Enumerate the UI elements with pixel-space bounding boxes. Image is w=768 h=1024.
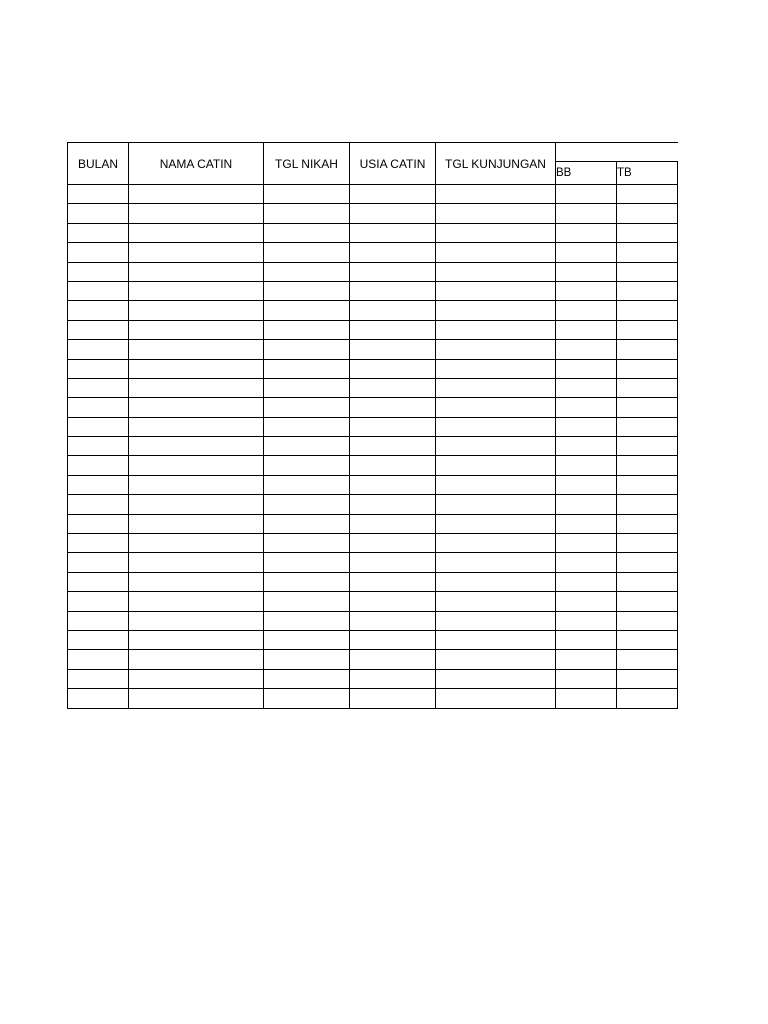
cell-tgl-kunjungan[interactable] (436, 301, 556, 320)
cell-nama-catin[interactable] (129, 340, 264, 359)
cell-bulan[interactable] (68, 281, 129, 300)
cell-bb[interactable] (556, 689, 617, 708)
cell-tgl-nikah[interactable] (264, 456, 350, 475)
cell-usia-catin[interactable] (350, 650, 436, 669)
cell-usia-catin[interactable] (350, 378, 436, 397)
cell-tb[interactable] (617, 417, 678, 436)
cell-bb[interactable] (556, 281, 617, 300)
cell-tb[interactable] (617, 456, 678, 475)
cell-usia-catin[interactable] (350, 669, 436, 688)
cell-usia-catin[interactable] (350, 495, 436, 514)
cell-usia-catin[interactable] (350, 262, 436, 281)
table-body (68, 185, 678, 709)
cell-tb[interactable] (617, 572, 678, 591)
cell-tgl-nikah[interactable] (264, 223, 350, 242)
cell-nama-catin[interactable] (129, 223, 264, 242)
cell-bb[interactable] (556, 592, 617, 611)
cell-bb[interactable] (556, 417, 617, 436)
cell-tb[interactable] (617, 495, 678, 514)
cell-tgl-nikah[interactable] (264, 398, 350, 417)
cell-tgl-nikah[interactable] (264, 534, 350, 553)
cell-tb[interactable] (617, 340, 678, 359)
cell-tgl-kunjungan[interactable] (436, 359, 556, 378)
cell-bulan[interactable] (68, 359, 129, 378)
cell-tb[interactable] (617, 262, 678, 281)
header-bulan: BULAN (68, 143, 129, 185)
cell-tgl-nikah[interactable] (264, 185, 350, 204)
table-row (68, 495, 678, 514)
header-tb: TB (617, 162, 678, 185)
cell-tb[interactable] (617, 669, 678, 688)
cell-nama-catin[interactable] (129, 437, 264, 456)
cell-nama-catin[interactable] (129, 378, 264, 397)
cell-tgl-kunjungan[interactable] (436, 475, 556, 494)
cell-tgl-nikah[interactable] (264, 553, 350, 572)
table-row (68, 650, 678, 669)
cell-tgl-nikah[interactable] (264, 572, 350, 591)
header-tgl-kunjungan: TGL KUNJUNGAN (436, 143, 556, 185)
cell-bulan[interactable] (68, 185, 129, 204)
cell-bb[interactable] (556, 320, 617, 339)
cell-tb[interactable] (617, 475, 678, 494)
cell-tgl-kunjungan[interactable] (436, 398, 556, 417)
cell-tgl-kunjungan[interactable] (436, 204, 556, 223)
cell-tb[interactable] (617, 301, 678, 320)
cell-tgl-nikah[interactable] (264, 340, 350, 359)
cell-bulan[interactable] (68, 669, 129, 688)
header-bb: BB (556, 162, 617, 185)
cell-nama-catin[interactable] (129, 204, 264, 223)
cell-tgl-nikah[interactable] (264, 689, 350, 708)
cell-tgl-kunjungan[interactable] (436, 417, 556, 436)
cell-nama-catin[interactable] (129, 630, 264, 649)
cell-nama-catin[interactable] (129, 611, 264, 630)
cell-bb[interactable] (556, 534, 617, 553)
cell-nama-catin[interactable] (129, 572, 264, 591)
cell-tgl-nikah[interactable] (264, 514, 350, 533)
cell-tb[interactable] (617, 223, 678, 242)
cell-tb[interactable] (617, 630, 678, 649)
cell-tgl-kunjungan[interactable] (436, 320, 556, 339)
cell-tgl-kunjungan[interactable] (436, 572, 556, 591)
table-row (68, 262, 678, 281)
cell-bb[interactable] (556, 572, 617, 591)
catin-table (67, 142, 678, 709)
cell-tgl-kunjungan[interactable] (436, 262, 556, 281)
table-row (68, 456, 678, 475)
cell-bb[interactable] (556, 301, 617, 320)
cell-usia-catin[interactable] (350, 534, 436, 553)
header-tgl-nikah: TGL NIKAH (264, 143, 350, 185)
cell-tgl-kunjungan[interactable] (436, 592, 556, 611)
cell-bulan[interactable] (68, 398, 129, 417)
cell-tb[interactable] (617, 611, 678, 630)
cell-tb[interactable] (617, 320, 678, 339)
cell-tb[interactable] (617, 398, 678, 417)
table-row (68, 611, 678, 630)
cell-nama-catin[interactable] (129, 262, 264, 281)
cell-usia-catin[interactable] (350, 243, 436, 262)
cell-tb[interactable] (617, 689, 678, 708)
cell-nama-catin[interactable] (129, 495, 264, 514)
cell-nama-catin[interactable] (129, 185, 264, 204)
cell-usia-catin[interactable] (350, 689, 436, 708)
table-row (68, 572, 678, 591)
cell-usia-catin[interactable] (350, 514, 436, 533)
cell-tgl-nikah[interactable] (264, 437, 350, 456)
cell-tb[interactable] (617, 378, 678, 397)
cell-tgl-nikah[interactable] (264, 417, 350, 436)
cell-nama-catin[interactable] (129, 534, 264, 553)
table-row (68, 592, 678, 611)
cell-tgl-nikah[interactable] (264, 281, 350, 300)
cell-bulan[interactable] (68, 456, 129, 475)
cell-nama-catin[interactable] (129, 553, 264, 572)
cell-tgl-nikah[interactable] (264, 592, 350, 611)
cell-tb[interactable] (617, 281, 678, 300)
table-header (68, 143, 678, 185)
table-row (68, 630, 678, 649)
cell-usia-catin[interactable] (350, 185, 436, 204)
cell-tgl-kunjungan[interactable] (436, 223, 556, 242)
cell-tgl-kunjungan[interactable] (436, 378, 556, 397)
cell-usia-catin[interactable] (350, 301, 436, 320)
table-row (68, 534, 678, 553)
cell-usia-catin[interactable] (350, 630, 436, 649)
cell-nama-catin[interactable] (129, 456, 264, 475)
cell-nama-catin[interactable] (129, 398, 264, 417)
cell-bulan[interactable] (68, 437, 129, 456)
cell-nama-catin[interactable] (129, 243, 264, 262)
table-row (68, 185, 678, 204)
cell-tgl-nikah[interactable] (264, 243, 350, 262)
cell-tgl-nikah[interactable] (264, 495, 350, 514)
cell-usia-catin[interactable] (350, 611, 436, 630)
cell-bulan[interactable] (68, 495, 129, 514)
cell-bulan[interactable] (68, 301, 129, 320)
cell-tgl-kunjungan[interactable] (436, 281, 556, 300)
cell-bulan[interactable] (68, 553, 129, 572)
cell-usia-catin[interactable] (350, 359, 436, 378)
cell-bb[interactable] (556, 223, 617, 242)
cell-bb[interactable] (556, 611, 617, 630)
cell-tb[interactable] (617, 514, 678, 533)
cell-usia-catin[interactable] (350, 320, 436, 339)
cell-tb[interactable] (617, 650, 678, 669)
table-row (68, 359, 678, 378)
cell-bulan[interactable] (68, 262, 129, 281)
cell-tgl-nikah[interactable] (264, 320, 350, 339)
cell-bulan[interactable] (68, 417, 129, 436)
cell-tgl-nikah[interactable] (264, 669, 350, 688)
cell-tgl-nikah[interactable] (264, 475, 350, 494)
cell-bb[interactable] (556, 650, 617, 669)
cell-tgl-nikah[interactable] (264, 301, 350, 320)
cell-bb[interactable] (556, 630, 617, 649)
cell-usia-catin[interactable] (350, 417, 436, 436)
cell-tgl-kunjungan[interactable] (436, 437, 556, 456)
cell-usia-catin[interactable] (350, 592, 436, 611)
table-row (68, 514, 678, 533)
cell-tgl-kunjungan[interactable] (436, 650, 556, 669)
cell-tb[interactable] (617, 553, 678, 572)
cell-tb[interactable] (617, 204, 678, 223)
table-row (68, 301, 678, 320)
cell-bulan[interactable] (68, 572, 129, 591)
cell-bulan[interactable] (68, 689, 129, 708)
cell-tgl-nikah[interactable] (264, 611, 350, 630)
cell-tgl-kunjungan[interactable] (436, 243, 556, 262)
cell-tb[interactable] (617, 592, 678, 611)
cell-tgl-kunjungan[interactable] (436, 185, 556, 204)
cell-bb[interactable] (556, 359, 617, 378)
cell-tgl-nikah[interactable] (264, 650, 350, 669)
cell-bulan[interactable] (68, 630, 129, 649)
table-row (68, 223, 678, 242)
cell-bb[interactable] (556, 553, 617, 572)
cell-bb[interactable] (556, 262, 617, 281)
cell-tgl-nikah[interactable] (264, 204, 350, 223)
cell-bb[interactable] (556, 204, 617, 223)
cell-tgl-kunjungan[interactable] (436, 534, 556, 553)
cell-bb[interactable] (556, 185, 617, 204)
cell-bulan[interactable] (68, 378, 129, 397)
cell-tgl-kunjungan[interactable] (436, 630, 556, 649)
header-usia-catin: USIA CATIN (350, 143, 436, 185)
cell-usia-catin[interactable] (350, 281, 436, 300)
cell-tgl-kunjungan[interactable] (436, 514, 556, 533)
cell-nama-catin[interactable] (129, 320, 264, 339)
cell-bb[interactable] (556, 437, 617, 456)
table-row (68, 669, 678, 688)
cell-usia-catin[interactable] (350, 456, 436, 475)
cell-nama-catin[interactable] (129, 669, 264, 688)
cell-tgl-kunjungan[interactable] (436, 553, 556, 572)
cell-tgl-kunjungan[interactable] (436, 669, 556, 688)
cell-tgl-kunjungan[interactable] (436, 456, 556, 475)
cell-nama-catin[interactable] (129, 475, 264, 494)
cell-nama-catin[interactable] (129, 650, 264, 669)
table-row (68, 475, 678, 494)
cell-bulan[interactable] (68, 204, 129, 223)
cell-bb[interactable] (556, 243, 617, 262)
header-nama-catin: NAMA CATIN (129, 143, 264, 185)
cell-bb[interactable] (556, 456, 617, 475)
table-row (68, 398, 678, 417)
table-row (68, 378, 678, 397)
cell-bulan[interactable] (68, 243, 129, 262)
cell-tgl-kunjungan[interactable] (436, 340, 556, 359)
table-row (68, 340, 678, 359)
cell-bulan[interactable] (68, 320, 129, 339)
cell-tgl-nikah[interactable] (264, 262, 350, 281)
cell-bb[interactable] (556, 495, 617, 514)
cell-tgl-nikah[interactable] (264, 359, 350, 378)
table-row (68, 553, 678, 572)
cell-tb[interactable] (617, 437, 678, 456)
cell-tgl-kunjungan[interactable] (436, 689, 556, 708)
table-row (68, 320, 678, 339)
cell-usia-catin[interactable] (350, 437, 436, 456)
cell-bulan[interactable] (68, 475, 129, 494)
cell-tb[interactable] (617, 185, 678, 204)
table-row (68, 437, 678, 456)
cell-nama-catin[interactable] (129, 281, 264, 300)
cell-bulan[interactable] (68, 592, 129, 611)
cell-usia-catin[interactable] (350, 553, 436, 572)
cell-bb[interactable] (556, 340, 617, 359)
cell-bb[interactable] (556, 475, 617, 494)
cell-bulan[interactable] (68, 223, 129, 242)
table-row (68, 243, 678, 262)
cell-tb[interactable] (617, 243, 678, 262)
header-measurement-group (556, 143, 678, 162)
cell-bulan[interactable] (68, 534, 129, 553)
cell-bulan[interactable] (68, 611, 129, 630)
cell-tgl-kunjungan[interactable] (436, 611, 556, 630)
cell-bulan[interactable] (68, 650, 129, 669)
cell-nama-catin[interactable] (129, 417, 264, 436)
cell-bulan[interactable] (68, 340, 129, 359)
cell-tb[interactable] (617, 534, 678, 553)
table-row (68, 281, 678, 300)
cell-usia-catin[interactable] (350, 572, 436, 591)
cell-usia-catin[interactable] (350, 204, 436, 223)
cell-nama-catin[interactable] (129, 359, 264, 378)
cell-usia-catin[interactable] (350, 223, 436, 242)
cell-bb[interactable] (556, 398, 617, 417)
cell-usia-catin[interactable] (350, 340, 436, 359)
cell-tgl-nikah[interactable] (264, 630, 350, 649)
cell-bb[interactable] (556, 378, 617, 397)
cell-usia-catin[interactable] (350, 475, 436, 494)
table-row (68, 417, 678, 436)
header-row (68, 143, 678, 162)
table-row (68, 204, 678, 223)
cell-bb[interactable] (556, 514, 617, 533)
cell-tb[interactable] (617, 359, 678, 378)
table-row (68, 689, 678, 708)
cell-nama-catin[interactable] (129, 301, 264, 320)
cell-nama-catin[interactable] (129, 592, 264, 611)
cell-bb[interactable] (556, 669, 617, 688)
cell-nama-catin[interactable] (129, 514, 264, 533)
cell-tgl-kunjungan[interactable] (436, 495, 556, 514)
cell-usia-catin[interactable] (350, 398, 436, 417)
cell-bulan[interactable] (68, 514, 129, 533)
cell-nama-catin[interactable] (129, 689, 264, 708)
cell-tgl-nikah[interactable] (264, 378, 350, 397)
